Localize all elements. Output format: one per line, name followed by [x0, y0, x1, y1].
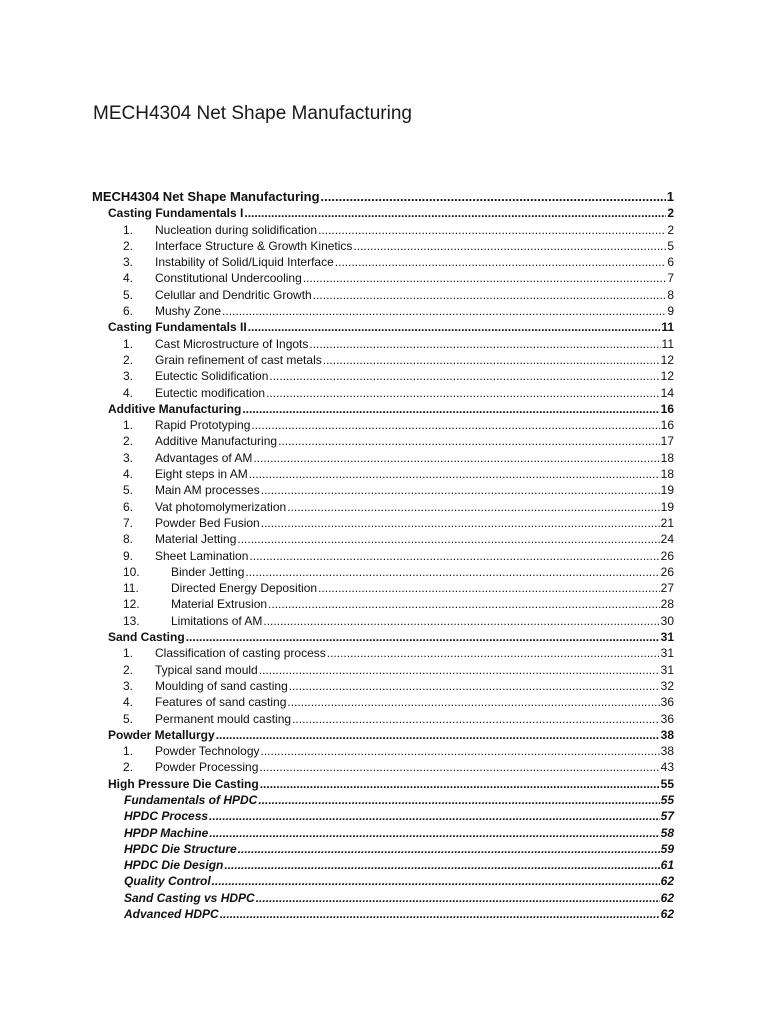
dot-leader [224, 857, 659, 873]
toc-entry-label: Advantages of AM [155, 450, 253, 465]
toc-entry-page: 12 [660, 369, 674, 384]
toc-entry[interactable] [92, 661, 674, 677]
toc-entry[interactable] [92, 335, 674, 351]
toc-entry-number: 2. [123, 760, 134, 775]
toc-entry-page: 55 [660, 792, 674, 807]
toc-entry[interactable] [92, 775, 674, 791]
toc-entry-label: Material Extrusion [171, 597, 268, 612]
toc-entry-page: 2 [667, 222, 674, 237]
toc-entry-number: 8. [123, 532, 134, 547]
toc-entry-page: 1 [666, 189, 674, 204]
toc-entry-page: 21 [660, 515, 674, 530]
dot-leader [269, 368, 659, 384]
toc-entry-label: MECH4304 Net Shape Manufacturing [92, 189, 320, 204]
toc-entry[interactable] [92, 596, 674, 612]
toc-entry-label: Instability of Solid/Liquid Interface [155, 255, 334, 270]
dot-leader [323, 352, 660, 368]
toc-entry-label: Eight steps in AM [155, 467, 248, 482]
toc-entry-number: 4. [123, 467, 134, 482]
toc-entry-page: 19 [660, 483, 674, 498]
toc-entry[interactable] [92, 531, 674, 547]
toc-entry-label: Features of sand casting [155, 695, 287, 710]
toc-entry-number: 10. [123, 564, 140, 579]
toc-entry-number: 13. [123, 613, 140, 628]
toc-entry-page: 43 [660, 760, 674, 775]
toc-entry-label: Binder Jetting [171, 564, 245, 579]
toc-entry-number: 1. [123, 646, 134, 661]
toc-entry-page: 57 [660, 809, 674, 824]
toc-entry-label: Main AM processes [155, 483, 260, 498]
toc-entry-page: 36 [660, 711, 674, 726]
toc-entry-label: HPDC Die Design [124, 858, 224, 873]
toc-entry-page: 16 [660, 401, 674, 416]
toc-entry[interactable] [92, 482, 674, 498]
toc-entry-label: Rapid Prototyping [155, 418, 251, 433]
toc-entry[interactable] [92, 889, 674, 905]
toc-entry[interactable] [92, 678, 674, 694]
toc-entry[interactable] [92, 645, 674, 661]
dot-leader [238, 841, 660, 857]
dot-leader [186, 629, 660, 645]
toc-entry-label: Typical sand mould [155, 662, 258, 677]
dot-leader [249, 466, 660, 482]
toc-entry-page: 12 [660, 352, 674, 367]
toc-entry-label: Limitations of AM [171, 613, 263, 628]
toc-entry-number: 2. [123, 352, 134, 367]
toc-entry-number: 1. [123, 336, 134, 351]
toc-entry-number: 11. [123, 581, 139, 596]
toc-entry[interactable] [92, 808, 674, 824]
toc-entry[interactable] [92, 564, 674, 580]
toc-entry[interactable] [92, 238, 674, 254]
toc-entry-number: 6. [123, 304, 134, 319]
toc-entry-page: 55 [660, 776, 674, 791]
dot-leader [242, 401, 659, 417]
toc-entry[interactable] [92, 841, 674, 857]
toc-entry-number: 1. [123, 418, 134, 433]
dot-leader [249, 548, 659, 564]
toc-entry-page: 62 [660, 907, 674, 922]
toc-entry-label: Grain refinement of cast metals [155, 352, 322, 367]
toc-entry-label: Additive Manufacturing [155, 434, 278, 449]
toc-entry[interactable] [92, 580, 674, 596]
toc-entry-number: 12. [123, 597, 140, 612]
toc-entry-page: 16 [660, 418, 674, 433]
toc-entry-label: High Pressure Die Casting [108, 776, 259, 791]
dot-leader [287, 694, 659, 710]
toc-entry-page: 36 [660, 695, 674, 710]
toc-entry-page: 62 [660, 874, 674, 889]
toc-entry-label: Powder Technology [155, 744, 260, 759]
dot-leader [209, 808, 660, 824]
toc-entry-page: 32 [660, 678, 674, 693]
toc-entry-label: HPDC Process [124, 809, 209, 824]
toc-entry-label: Eutectic modification [155, 385, 266, 400]
toc-entry-page: 17 [660, 434, 674, 449]
dot-leader [292, 711, 660, 727]
dot-leader [318, 222, 666, 238]
toc-entry[interactable] [92, 743, 674, 759]
toc-entry-page: 9 [667, 304, 674, 319]
toc-entry-label: Nucleation during solidification [155, 222, 318, 237]
toc-entry-page: 6 [667, 255, 674, 270]
toc-entry[interactable] [92, 352, 674, 368]
dot-leader [309, 336, 660, 352]
toc-entry-label: Additive Manufacturing [108, 401, 242, 416]
toc-entry-page: 38 [660, 727, 674, 742]
toc-entry[interactable] [92, 254, 674, 270]
toc-entry-number: 4. [123, 695, 134, 710]
dot-leader [335, 254, 667, 270]
toc-entry[interactable] [92, 629, 674, 645]
toc-entry-page: 14 [660, 385, 674, 400]
table-of-contents [92, 187, 674, 922]
toc-entry[interactable] [92, 221, 674, 237]
dot-leader [216, 727, 660, 743]
toc-entry-number: 4. [123, 385, 134, 400]
toc-entry[interactable] [92, 384, 674, 400]
dot-leader [287, 499, 659, 515]
dot-leader [209, 825, 659, 841]
toc-entry-page: 2 [667, 206, 674, 221]
toc-entry-number: 5. [123, 287, 134, 302]
toc-entry-label: Moulding of sand casting [155, 678, 288, 693]
toc-entry-page: 58 [660, 825, 674, 840]
toc-entry-label: Interface Structure & Growth Kinetics [155, 238, 353, 253]
toc-entry[interactable] [92, 857, 674, 873]
toc-entry[interactable] [92, 449, 674, 465]
toc-entry-label: Directed Energy Deposition [171, 581, 318, 596]
dot-leader [259, 759, 659, 775]
toc-entry[interactable] [92, 612, 674, 628]
toc-entry[interactable] [92, 286, 674, 302]
toc-entry-page: 31 [660, 646, 674, 661]
toc-entry-page: 5 [667, 238, 674, 253]
toc-entry-label: Powder Metallurgy [108, 727, 215, 742]
dot-leader [251, 417, 659, 433]
toc-entry[interactable] [92, 270, 674, 286]
dot-leader [268, 596, 660, 612]
toc-entry-label: Casting Fundamentals II [108, 320, 247, 335]
toc-entry[interactable] [92, 710, 674, 726]
toc-entry-number: 6. [123, 499, 134, 514]
dot-leader [321, 189, 666, 205]
dot-leader [263, 613, 659, 629]
toc-entry[interactable] [92, 303, 674, 319]
toc-entry-label: HPDP Machine [124, 825, 209, 840]
toc-entry-page: 18 [660, 450, 674, 465]
dot-leader [289, 678, 660, 694]
toc-entry-label: Mushy Zone [155, 304, 222, 319]
toc-entry-page: 30 [660, 613, 674, 628]
toc-entry-page: 28 [660, 597, 674, 612]
toc-entry-page: 7 [667, 271, 674, 286]
toc-entry-number: 1. [123, 222, 134, 237]
dot-leader [237, 531, 659, 547]
toc-entry-label: Advanced HDPC [124, 907, 219, 922]
toc-entry-number: 3. [123, 450, 134, 465]
toc-entry-number: 1. [123, 744, 134, 759]
toc-entry-number: 2. [123, 434, 134, 449]
toc-entry-number: 5. [123, 483, 134, 498]
dot-leader [318, 580, 660, 596]
toc-entry-label: Powder Processing [155, 760, 259, 775]
toc-entry-page: 18 [660, 467, 674, 482]
toc-entry[interactable] [92, 547, 674, 563]
dot-leader [259, 662, 660, 678]
dot-leader [220, 906, 660, 922]
toc-entry-number: 7. [123, 515, 134, 530]
toc-entry-label: Casting Fundamentals I [108, 206, 244, 221]
toc-entry-label: Celullar and Dendritic Growth [155, 287, 312, 302]
toc-entry-number: 3. [123, 678, 134, 693]
toc-entry-label: Material Jetting [155, 532, 237, 547]
dot-leader [327, 645, 660, 661]
dot-leader [248, 319, 661, 335]
toc-entry-page: 62 [660, 890, 674, 905]
toc-entry-page: 38 [660, 744, 674, 759]
toc-entry-number: 3. [123, 369, 134, 384]
toc-entry-label: Powder Bed Fusion [155, 515, 260, 530]
toc-entry[interactable] [92, 433, 674, 449]
toc-entry-page: 61 [660, 858, 674, 873]
toc-entry[interactable] [92, 694, 674, 710]
toc-entry-number: 5. [123, 711, 134, 726]
dot-leader [222, 303, 666, 319]
toc-entry-label: Sand Casting [108, 630, 185, 645]
toc-entry-label: Quality Control [124, 874, 211, 889]
toc-entry-page: 24 [660, 532, 674, 547]
toc-entry-label: HPDC Die Structure [124, 841, 237, 856]
toc-entry[interactable] [92, 498, 674, 514]
toc-entry-label: Vat photomolymerization [155, 499, 287, 514]
toc-entry-number: 2. [123, 238, 134, 253]
toc-entry[interactable] [92, 792, 674, 808]
dot-leader [278, 433, 660, 449]
dot-leader [253, 450, 659, 466]
toc-entry-page: 31 [660, 630, 674, 645]
toc-entry[interactable] [92, 187, 674, 205]
toc-entry-label: Classification of casting process [155, 646, 326, 661]
toc-entry-page: 27 [660, 581, 674, 596]
dot-leader [245, 564, 659, 580]
dot-leader [303, 270, 667, 286]
toc-entry[interactable] [92, 759, 674, 775]
toc-entry-page: 19 [660, 499, 674, 514]
dot-leader [313, 287, 667, 303]
dot-leader [261, 482, 660, 498]
toc-entry-number: 4. [123, 271, 134, 286]
toc-entry[interactable] [92, 319, 674, 335]
toc-entry-label: Cast Microstructure of Ingots [155, 336, 309, 351]
dot-leader [244, 205, 666, 221]
toc-entry[interactable] [92, 906, 674, 922]
toc-entry-page: 26 [660, 564, 674, 579]
toc-entry-page: 59 [660, 841, 674, 856]
dot-leader [256, 890, 660, 906]
dot-leader [212, 873, 660, 889]
toc-entry-label: Sand Casting vs HDPC [124, 890, 255, 905]
page-title: MECH4304 Net Shape Manufacturing [93, 103, 412, 124]
toc-entry[interactable] [92, 205, 674, 221]
toc-entry-page: 31 [660, 662, 674, 677]
toc-entry[interactable] [92, 368, 674, 384]
toc-entry-page: 11 [661, 336, 674, 351]
toc-entry[interactable] [92, 727, 674, 743]
toc-entry[interactable] [92, 873, 674, 889]
toc-entry-label: Constitutional Undercooling [155, 271, 302, 286]
toc-entry-label: Permanent mould casting [155, 711, 292, 726]
toc-entry-number: 3. [123, 255, 134, 270]
toc-entry-page: 26 [660, 548, 674, 563]
toc-entry[interactable] [92, 466, 674, 482]
toc-entry[interactable] [92, 417, 674, 433]
toc-entry[interactable] [92, 515, 674, 531]
toc-entry-page: 8 [667, 287, 674, 302]
toc-entry[interactable] [92, 824, 674, 840]
dot-leader [261, 515, 660, 531]
toc-entry-number: 2. [123, 662, 134, 677]
toc-entry-number: 9. [123, 548, 134, 563]
dot-leader [258, 792, 659, 808]
dot-leader [260, 776, 660, 792]
toc-entry-label: Sheet Lamination [155, 548, 249, 563]
toc-entry-page: 11 [661, 320, 674, 335]
dot-leader [353, 238, 666, 254]
toc-entry-label: Eutectic Solidification [155, 369, 269, 384]
toc-entry[interactable] [92, 401, 674, 417]
dot-leader [261, 743, 660, 759]
dot-leader [266, 385, 660, 401]
toc-entry-label: Fundamentals of HPDC [124, 792, 258, 807]
